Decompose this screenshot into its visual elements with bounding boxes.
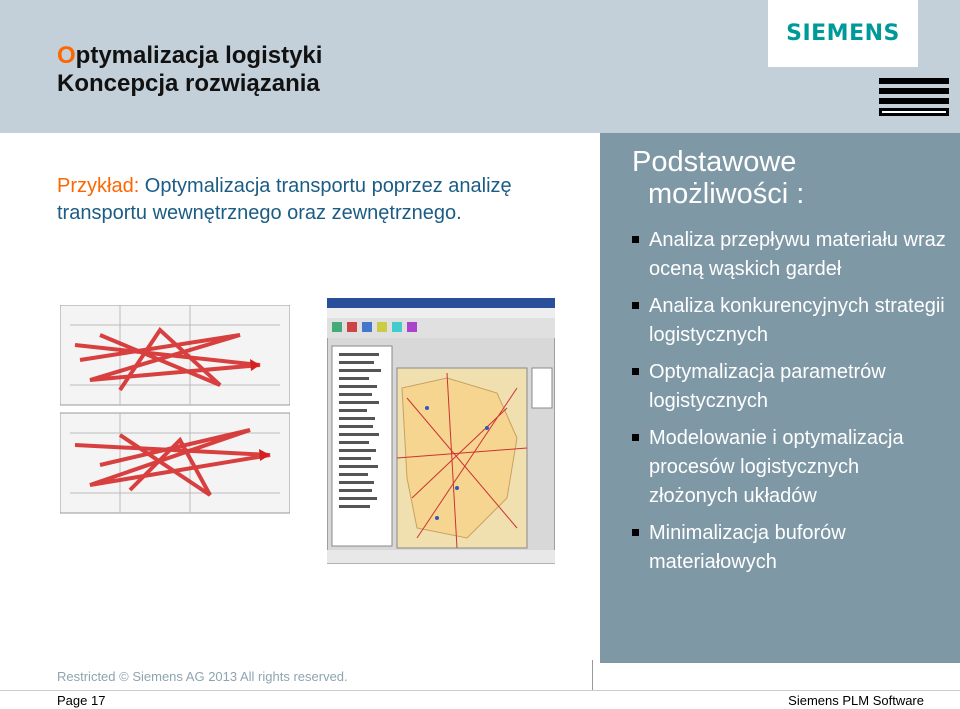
list-item <box>632 358 952 416</box>
title-line-2: Koncepcja rozwiązania <box>57 70 320 97</box>
footer-brand: Siemens PLM Software <box>788 693 924 708</box>
stripe <box>879 78 949 84</box>
bullet-square-icon <box>632 368 639 375</box>
panel-heading-line-2: możliwości : <box>648 178 805 210</box>
intro-body: Optymalizacja transportu poprzez analizę transportu wewnętrznego oraz zewnętrznego. <box>57 175 512 224</box>
list-item-text: Optymalizacja parametrów logistycznych <box>649 361 886 412</box>
page-number: Page 17 <box>57 693 106 708</box>
stripes-decoration <box>879 78 949 120</box>
list-item <box>632 226 952 284</box>
panel-heading <box>632 146 804 210</box>
panel-heading-line-1: Podstawowe <box>632 146 797 178</box>
software-map-screenshot <box>327 298 555 568</box>
stripe <box>879 98 949 104</box>
list-item <box>632 424 952 511</box>
page-title <box>57 42 322 98</box>
title-line-1-rest: ptymalizacja logistyki <box>75 42 323 69</box>
bullet-square-icon <box>632 434 639 441</box>
list-item-text: Modelowanie i optymalizacja procesów logistycznych złożonych układów <box>649 427 904 507</box>
list-item-text: Analiza przepływu materiału wraz oceną wąskich gardeł <box>649 229 946 280</box>
intro-lead: Przykład: <box>57 175 140 197</box>
floorplan-flow-image <box>60 305 290 515</box>
footer-line <box>0 690 960 691</box>
bullet-square-icon <box>632 529 639 536</box>
list-item-text: Minimalizacja buforów materiałowych <box>649 522 846 573</box>
stripe <box>879 88 949 94</box>
title-first-letter: O <box>57 42 76 69</box>
stripe <box>879 108 949 116</box>
list-item <box>632 519 952 577</box>
title-line-1 <box>57 42 322 70</box>
intro-text <box>57 173 537 227</box>
bullet-square-icon <box>632 236 639 243</box>
bullet-square-icon <box>632 302 639 309</box>
footer-restricted: Restricted © Siemens AG 2013 All rights reserved. <box>57 669 348 684</box>
footer-divider <box>592 660 593 690</box>
capabilities-list <box>632 226 952 585</box>
siemens-logo <box>768 0 918 67</box>
list-item-text: Analiza konkurencyjnych strategii logistycznych <box>649 295 945 346</box>
list-item <box>632 292 952 350</box>
siemens-logo-text: SIEMENS <box>786 21 900 46</box>
